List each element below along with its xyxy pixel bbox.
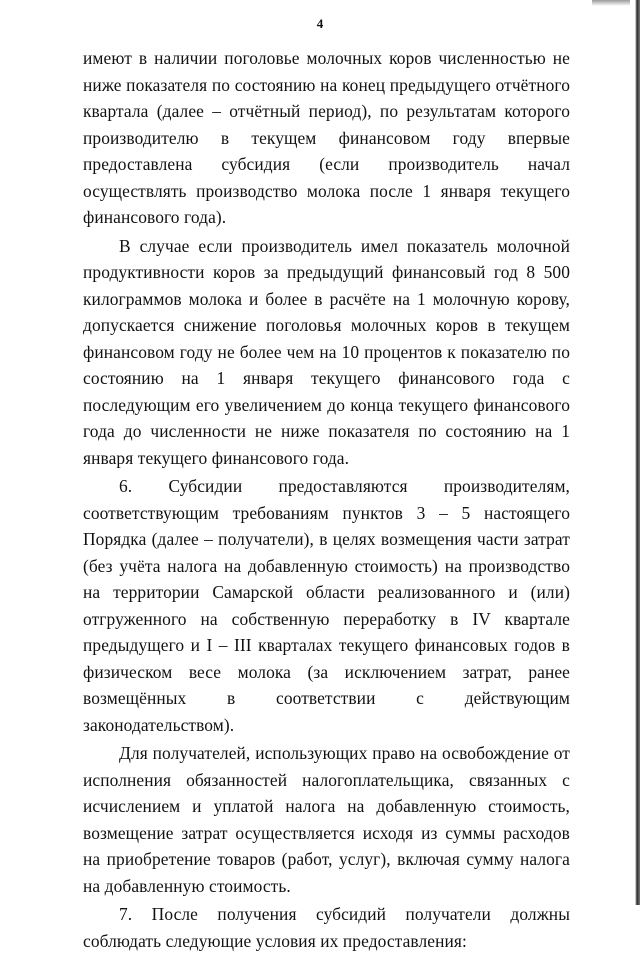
paragraph-clause-6: 6. Субсидии предоставляются производителям, соответствующим требованиям пунктов 3 – 5 настоящего Порядка (далее – получатели), в целях возмещения части затрат (без учёта налога на добавленную стоимость) на производство на территории Самарской области реализованного и (или) отгруженного на собственную переработку в IV квартале предыдущего и I – III кварталах текущего финансовых годов в физическом весе молока (за исключением затрат, ранее возмещённых в соответствии с действующим законодательством). <box>83 476 570 735</box>
paragraph-productivity-exception: В случае если производитель имел показатель молочной продуктивности коров за предыдущий финансовый год 8 500 килограммов молока и более в расчёте на 1 молочную корову, допускается снижение поголовья молочных коров в текущем финансовом году не более чем на 10 процентов к показателю по состоянию на 1 января текущего финансового года с последующим его увеличением до конца текущего финансового года до численности не ниже показателя по состоянию на 1 января текущего финансового года. <box>83 235 570 468</box>
document-body <box>83 45 570 956</box>
scan-edge-shadow <box>630 0 640 905</box>
page-number: 4 <box>316 16 324 31</box>
paragraph-vat-exemption: Для получателей, использующих право на освобождение от исполнения обязанностей налогоплательщика, связанных с исчислением и уплатой налога на добавленную стоимость, возмещение затрат осуществляется исходя из суммы расходов на приобретение товаров (работ, услуг), включая сумму налога на добавленную стоимость. <box>83 743 570 896</box>
scan-artifact-top <box>592 0 632 6</box>
paragraph-clause-7: 7. После получения субсидий получатели должны соблюдать следующие условия их предоставления: <box>83 904 570 951</box>
paragraph-continuation: имеют в наличии поголовье молочных коров численностью не ниже показателя по состоянию на конец предыдущего отчётного квартала (далее – отчётный период), по результатам которого производителю в текущем финансовом году впервые предоставлена субсидия (если производитель начал осуществлять производство молока после 1 января текущего финансового года). <box>83 48 570 227</box>
